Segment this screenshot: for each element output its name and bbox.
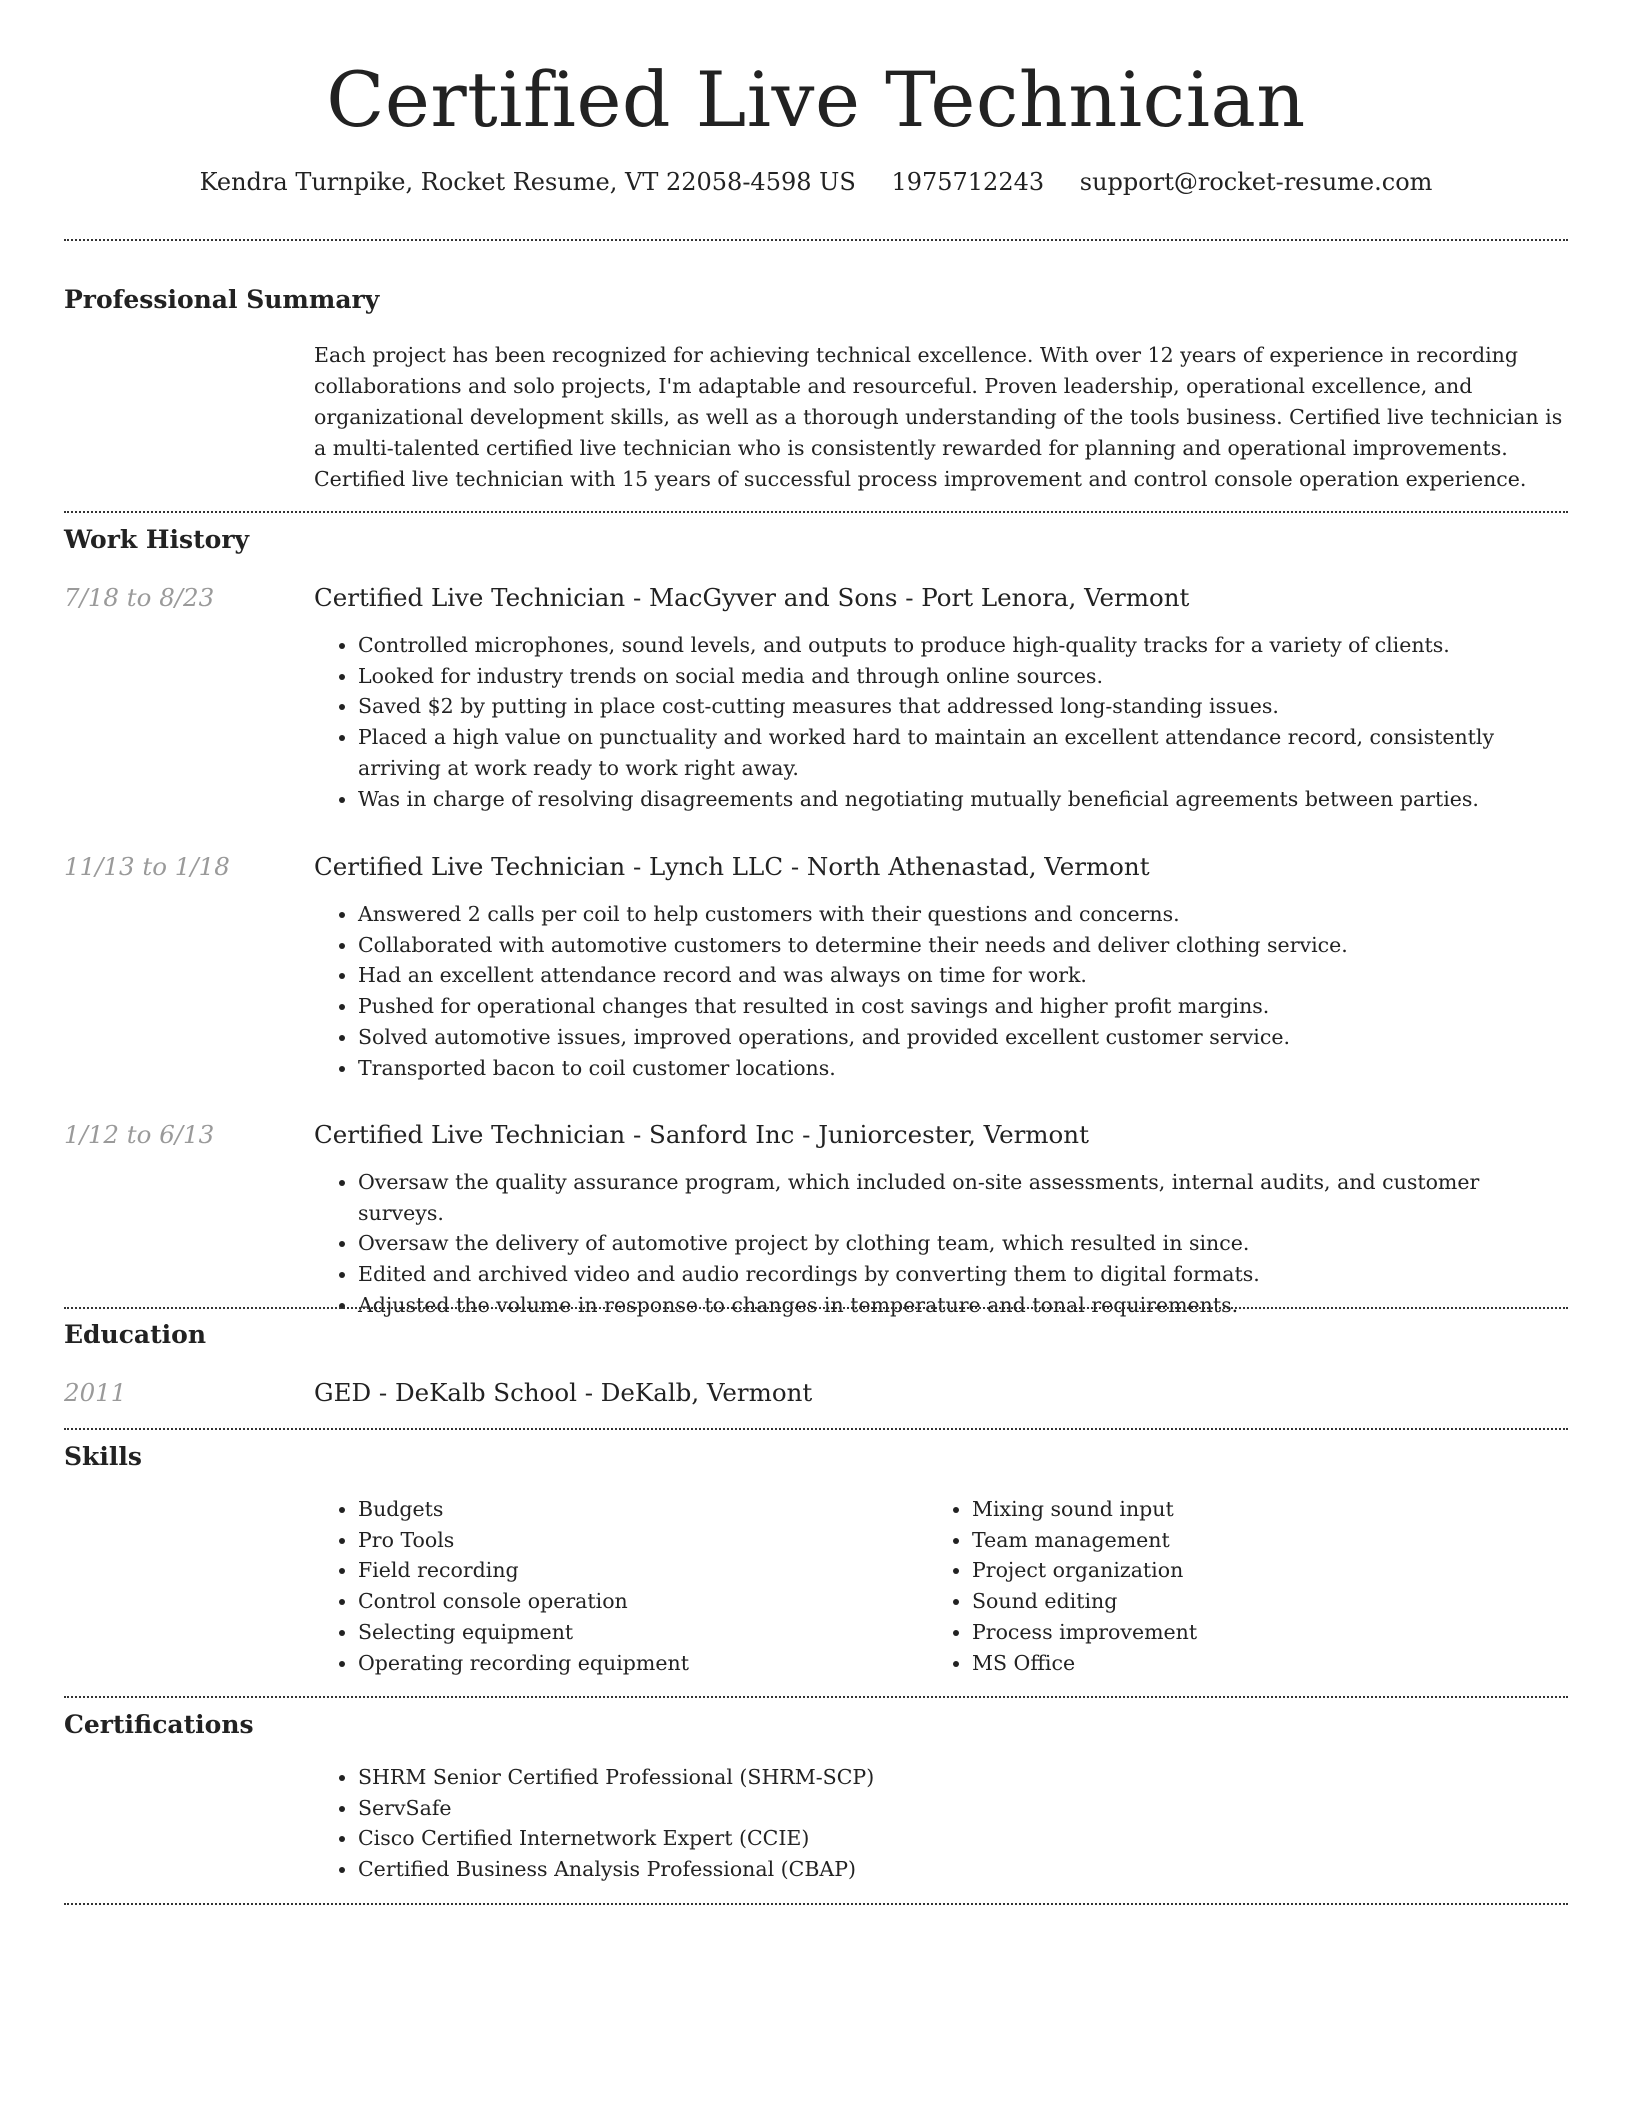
list-item: • Certified Business Analysis Professional (CBAP) — [358, 1854, 1568, 1885]
skills-list — [314, 1494, 924, 1678]
certifications-block — [314, 1762, 1568, 1885]
contact-email: support@rocket-resume.com — [1079, 168, 1433, 196]
contact-phone: 1975712243 — [891, 168, 1045, 196]
job-title: Certified Live Technician - Lynch LLC - North Athenastad, Vermont — [314, 852, 1150, 881]
list-item: • Looked for industry trends on social media and through online sources. — [358, 661, 1568, 692]
job-bullets — [314, 899, 1568, 1083]
job-dates: 11/13 to 1/18 — [64, 852, 230, 881]
job-dates: 1/12 to 6/13 — [64, 1120, 215, 1149]
list-item: • Controlled microphones, sound levels, and outputs to produce high-quality tracks for a variety of clients. — [358, 630, 1568, 661]
job-entry — [314, 1119, 1568, 1321]
education-entry: GED - DeKalb School - DeKalb, Vermont — [314, 1378, 813, 1407]
education-year: 2011 — [64, 1378, 127, 1407]
divider — [64, 239, 1568, 241]
list-item: • Mixing sound input — [972, 1494, 1538, 1525]
list-item: • Control console operation — [358, 1586, 924, 1617]
section-heading-certifications: Certifications — [64, 1710, 254, 1739]
list-item: • Cisco Certified Internetwork Expert (CCIE) — [358, 1823, 1568, 1854]
list-item: • Was in charge of resolving disagreements and negotiating mutually beneficial agreements between parties. — [358, 784, 1568, 815]
job-bullets — [314, 1167, 1568, 1321]
list-item: • Pro Tools — [358, 1525, 924, 1556]
list-item: • SHRM Senior Certified Professional (SHRM-SCP) — [358, 1762, 1568, 1793]
job-entry — [314, 582, 1568, 814]
section-heading-education: Education — [64, 1320, 207, 1349]
list-item: • Answered 2 calls per coil to help customers with their questions and concerns. — [358, 899, 1568, 930]
list-item: • Transported bacon to coil customer locations. — [358, 1053, 1568, 1084]
list-item: • Collaborated with automotive customers to determine their needs and deliver clothing service. — [358, 930, 1568, 961]
list-item: • Project organization — [972, 1555, 1538, 1586]
list-item: • Solved automotive issues, improved operations, and provided excellent customer service. — [358, 1022, 1568, 1053]
divider — [64, 1428, 1568, 1430]
skills-column-right — [928, 1494, 1538, 1678]
job-dates: 7/18 to 8/23 — [64, 583, 215, 612]
list-item: • Budgets — [358, 1494, 924, 1525]
list-item: • Pushed for operational changes that resulted in cost savings and higher profit margins. — [358, 991, 1568, 1022]
contact-address: Kendra Turnpike, Rocket Resume, VT 22058-4598 US — [199, 168, 856, 196]
job-title: Certified Live Technician - Sanford Inc - Juniorcester, Vermont — [314, 1120, 1089, 1149]
list-item: • Had an excellent attendance record and was always on time for work. — [358, 960, 1568, 991]
list-item: • Oversaw the quality assurance program, which included on-site assessments, internal audits, and customer surveys. — [358, 1167, 1568, 1228]
list-item: • Operating recording equipment — [358, 1648, 924, 1679]
list-item: • Team management — [972, 1525, 1538, 1556]
list-item: • Oversaw the delivery of automotive project by clothing team, which resulted in since. — [358, 1228, 1568, 1259]
list-item: • Sound editing — [972, 1586, 1538, 1617]
section-heading-work-history: Work History — [64, 525, 250, 554]
list-item: • Field recording — [358, 1555, 924, 1586]
resume-title: Certified Live Technician — [326, 55, 1306, 144]
divider — [64, 1903, 1568, 1905]
skills-column-left — [314, 1494, 924, 1678]
section-heading-summary: Professional Summary — [64, 285, 380, 314]
list-item: • Placed a high value on punctuality and worked hard to maintain an excellent attendance record, consistently arriving at work ready to work right away. — [358, 722, 1568, 783]
list-item: • Saved $2 by putting in place cost-cutting measures that addressed long-standing issues. — [358, 691, 1568, 722]
list-item: • Adjusted the volume in response to changes in temperature and tonal requirements. — [358, 1290, 1568, 1321]
list-item: • ServSafe — [358, 1793, 1568, 1824]
section-heading-skills: Skills — [64, 1442, 142, 1471]
resume-page — [64, 0, 1568, 1882]
contact-line — [64, 166, 1568, 198]
certifications-list — [314, 1762, 1568, 1885]
job-bullets — [314, 630, 1568, 814]
list-item: • Edited and archived video and audio recordings by converting them to digital formats. — [358, 1259, 1568, 1290]
job-entry — [314, 851, 1568, 1083]
list-item: • Process improvement — [972, 1617, 1538, 1648]
skills-list — [928, 1494, 1538, 1678]
list-item: • MS Office — [972, 1648, 1538, 1679]
job-title: Certified Live Technician - MacGyver and Sons - Port Lenora, Vermont — [314, 583, 1190, 612]
divider — [64, 1307, 1568, 1309]
divider — [64, 1696, 1568, 1698]
list-item: • Selecting equipment — [358, 1617, 924, 1648]
divider — [64, 511, 1568, 513]
summary-text: Each project has been recognized for achieving technical excellence. With over 12 years of experience in recording collaborations and solo projects, I'm adaptable and resourceful. Proven leadership, operational excellence, and organizational development skills, as well as a thorough understanding of the tools business. Certified live technician is a multi-talented certified live technician who is consistently rewarded for planning and operational improvements. Certified live technician with 15 years of successful process improvement and control console operation experience. — [314, 343, 1563, 491]
